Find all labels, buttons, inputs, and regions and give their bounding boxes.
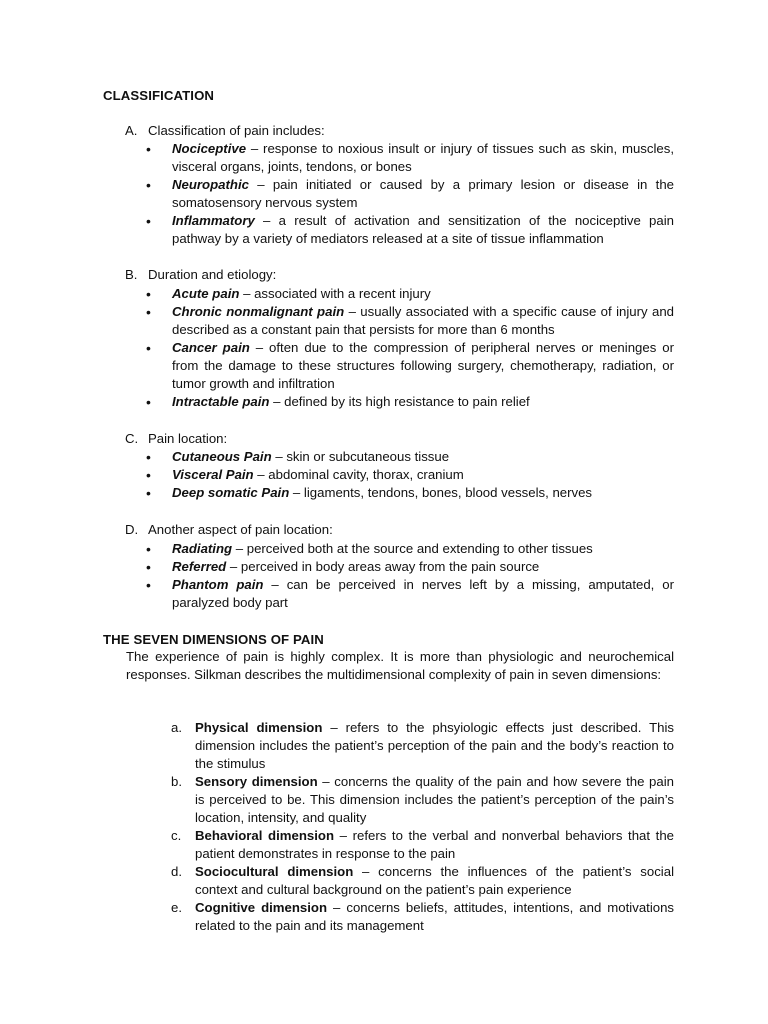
bullet-icon: • [146,141,151,157]
item-text: – concerns the influences of the patient’s social context and cultural background on the patient’s pain experience [195,864,674,897]
item-text: – a result of activation and sensitization of the nociceptive pain pathway by a variety of mediators released at a site of tissue inflammation [172,213,674,246]
list-item [146,140,674,176]
item-text: – often due to the compression of peripheral nerves or meninges or from the damage to these structures following surgery, chemotherapy, radiation, or tumor growth and infiltration [172,340,674,391]
item-term: Cutaneous Pain [172,449,272,464]
item-text: – concerns the quality of the pain and how severe the pain is perceived to be. This dimension includes the patient’s perception of the pain’s location, intensity, and quality [195,774,674,825]
item-term: Physical dimension [195,720,323,735]
list-item [171,899,675,935]
list-item [146,466,674,484]
list-item [146,212,674,248]
section-label [125,122,325,140]
list-item [171,773,674,827]
list-item [146,339,674,393]
bullet-icon: • [146,449,151,465]
section-letter: D. [125,522,139,537]
item-letter: b. [171,774,182,789]
section-letter: C. [125,431,139,446]
dimensions-list [171,719,675,935]
item-term: Deep somatic Pain [172,485,290,500]
list-item [146,285,674,303]
item-term: Cancer pain [172,340,250,355]
item-text: – defined by its high resistance to pain relief [269,394,530,409]
item-text: – refers to the phsyiologic effects just described. This dimension includes the patient’s perception of the pain and the body’s reaction to the stimulus [195,720,674,771]
list-item [146,393,674,411]
item-term: Chronic nonmalignant pain [172,304,345,319]
item-text: – ligaments, tendons, bones, blood vessels, nerves [289,485,593,500]
list-item [171,827,674,863]
item-text: – can be perceived in nerves left by a missing, amputated, or paralyzed body part [172,577,675,610]
item-term: Neuropathic [172,177,249,192]
item-text: – usually associated with a specific cause of injury and described as a constant pain that persists for more than 6 months [172,304,674,337]
item-text: – perceived both at the source and extending to other tissues [232,541,593,556]
item-text: – response to noxious insult or injury of tissues such as skin, muscles, visceral organs, joints, tendons, or bones [172,141,674,174]
item-term: Behavioral dimension [195,828,335,843]
classification-heading: CLASSIFICATION [103,88,215,103]
bullet-icon: • [146,177,151,193]
item-text: – associated with a recent injury [239,286,431,301]
bullet-icon: • [146,577,151,593]
item-letter: d. [171,864,182,879]
item-term: Visceral Pain [172,467,254,482]
item-text: – perceived in body areas away from the pain source [226,559,540,574]
item-term: Acute pain [172,286,240,301]
list-item [146,558,674,576]
list-item [171,719,674,773]
item-text: – pain initiated or caused by a primary lesion or disease in the somatosensory nervous system [172,177,674,210]
item-term: Cognitive dimension [195,900,328,915]
item-term: Radiating [172,541,233,556]
bullet-icon: • [146,485,151,501]
bullet-icon: • [146,304,151,320]
bullet-list [146,448,674,502]
item-term: Sociocultural dimension [195,864,354,879]
bullet-icon: • [146,213,151,229]
bullet-list [146,140,674,248]
section-label [125,430,227,448]
item-term: Inflammatory [172,213,255,228]
bullet-icon: • [146,467,151,483]
section-title: Duration and etiology: [148,267,277,282]
list-item [171,863,674,899]
bullet-list [146,285,674,411]
bullet-icon: • [146,394,151,410]
list-item [146,576,675,612]
bullet-icon: • [146,286,151,302]
item-term: Phantom pain [172,577,264,592]
item-term: Sensory dimension [195,774,318,789]
item-letter: a. [171,720,182,735]
bullet-icon: • [146,541,151,557]
list-item [146,176,674,212]
item-letter: e. [171,900,182,915]
bullet-icon: • [146,559,151,575]
section-letter: B. [125,267,138,282]
section-letter: A. [125,123,138,138]
dimensions-intro: The experience of pain is highly complex. It is more than physiologic and neurochemical responses. Silkman describes the multidimensional complexity of pain in seven dimensions: [126,649,674,682]
list-item [146,484,674,502]
item-text: – abdominal cavity, thorax, cranium [253,467,464,482]
dimensions-heading: THE SEVEN DIMENSIONS OF PAIN [103,632,324,647]
bullet-list [146,540,675,612]
list-item [146,448,674,466]
section-title: Classification of pain includes: [148,123,325,138]
section-label [125,266,276,284]
item-term: Referred [172,559,227,574]
item-text: – refers to the verbal and nonverbal behaviors that the patient demonstrates in response to the pain [195,828,674,861]
section-title: Another aspect of pain location: [148,522,333,537]
section-label [125,521,333,539]
section-title: Pain location: [148,431,228,446]
item-text: – skin or subcutaneous tissue [271,449,450,464]
item-term: Nociceptive [172,141,247,156]
item-letter: c. [171,828,182,843]
item-text: – concerns beliefs, attitudes, intentions, and motivations related to the pain and its management [195,900,675,933]
bullet-icon: • [146,340,151,356]
list-item [146,540,674,558]
item-term: Intractable pain [172,394,270,409]
list-item [146,303,674,339]
